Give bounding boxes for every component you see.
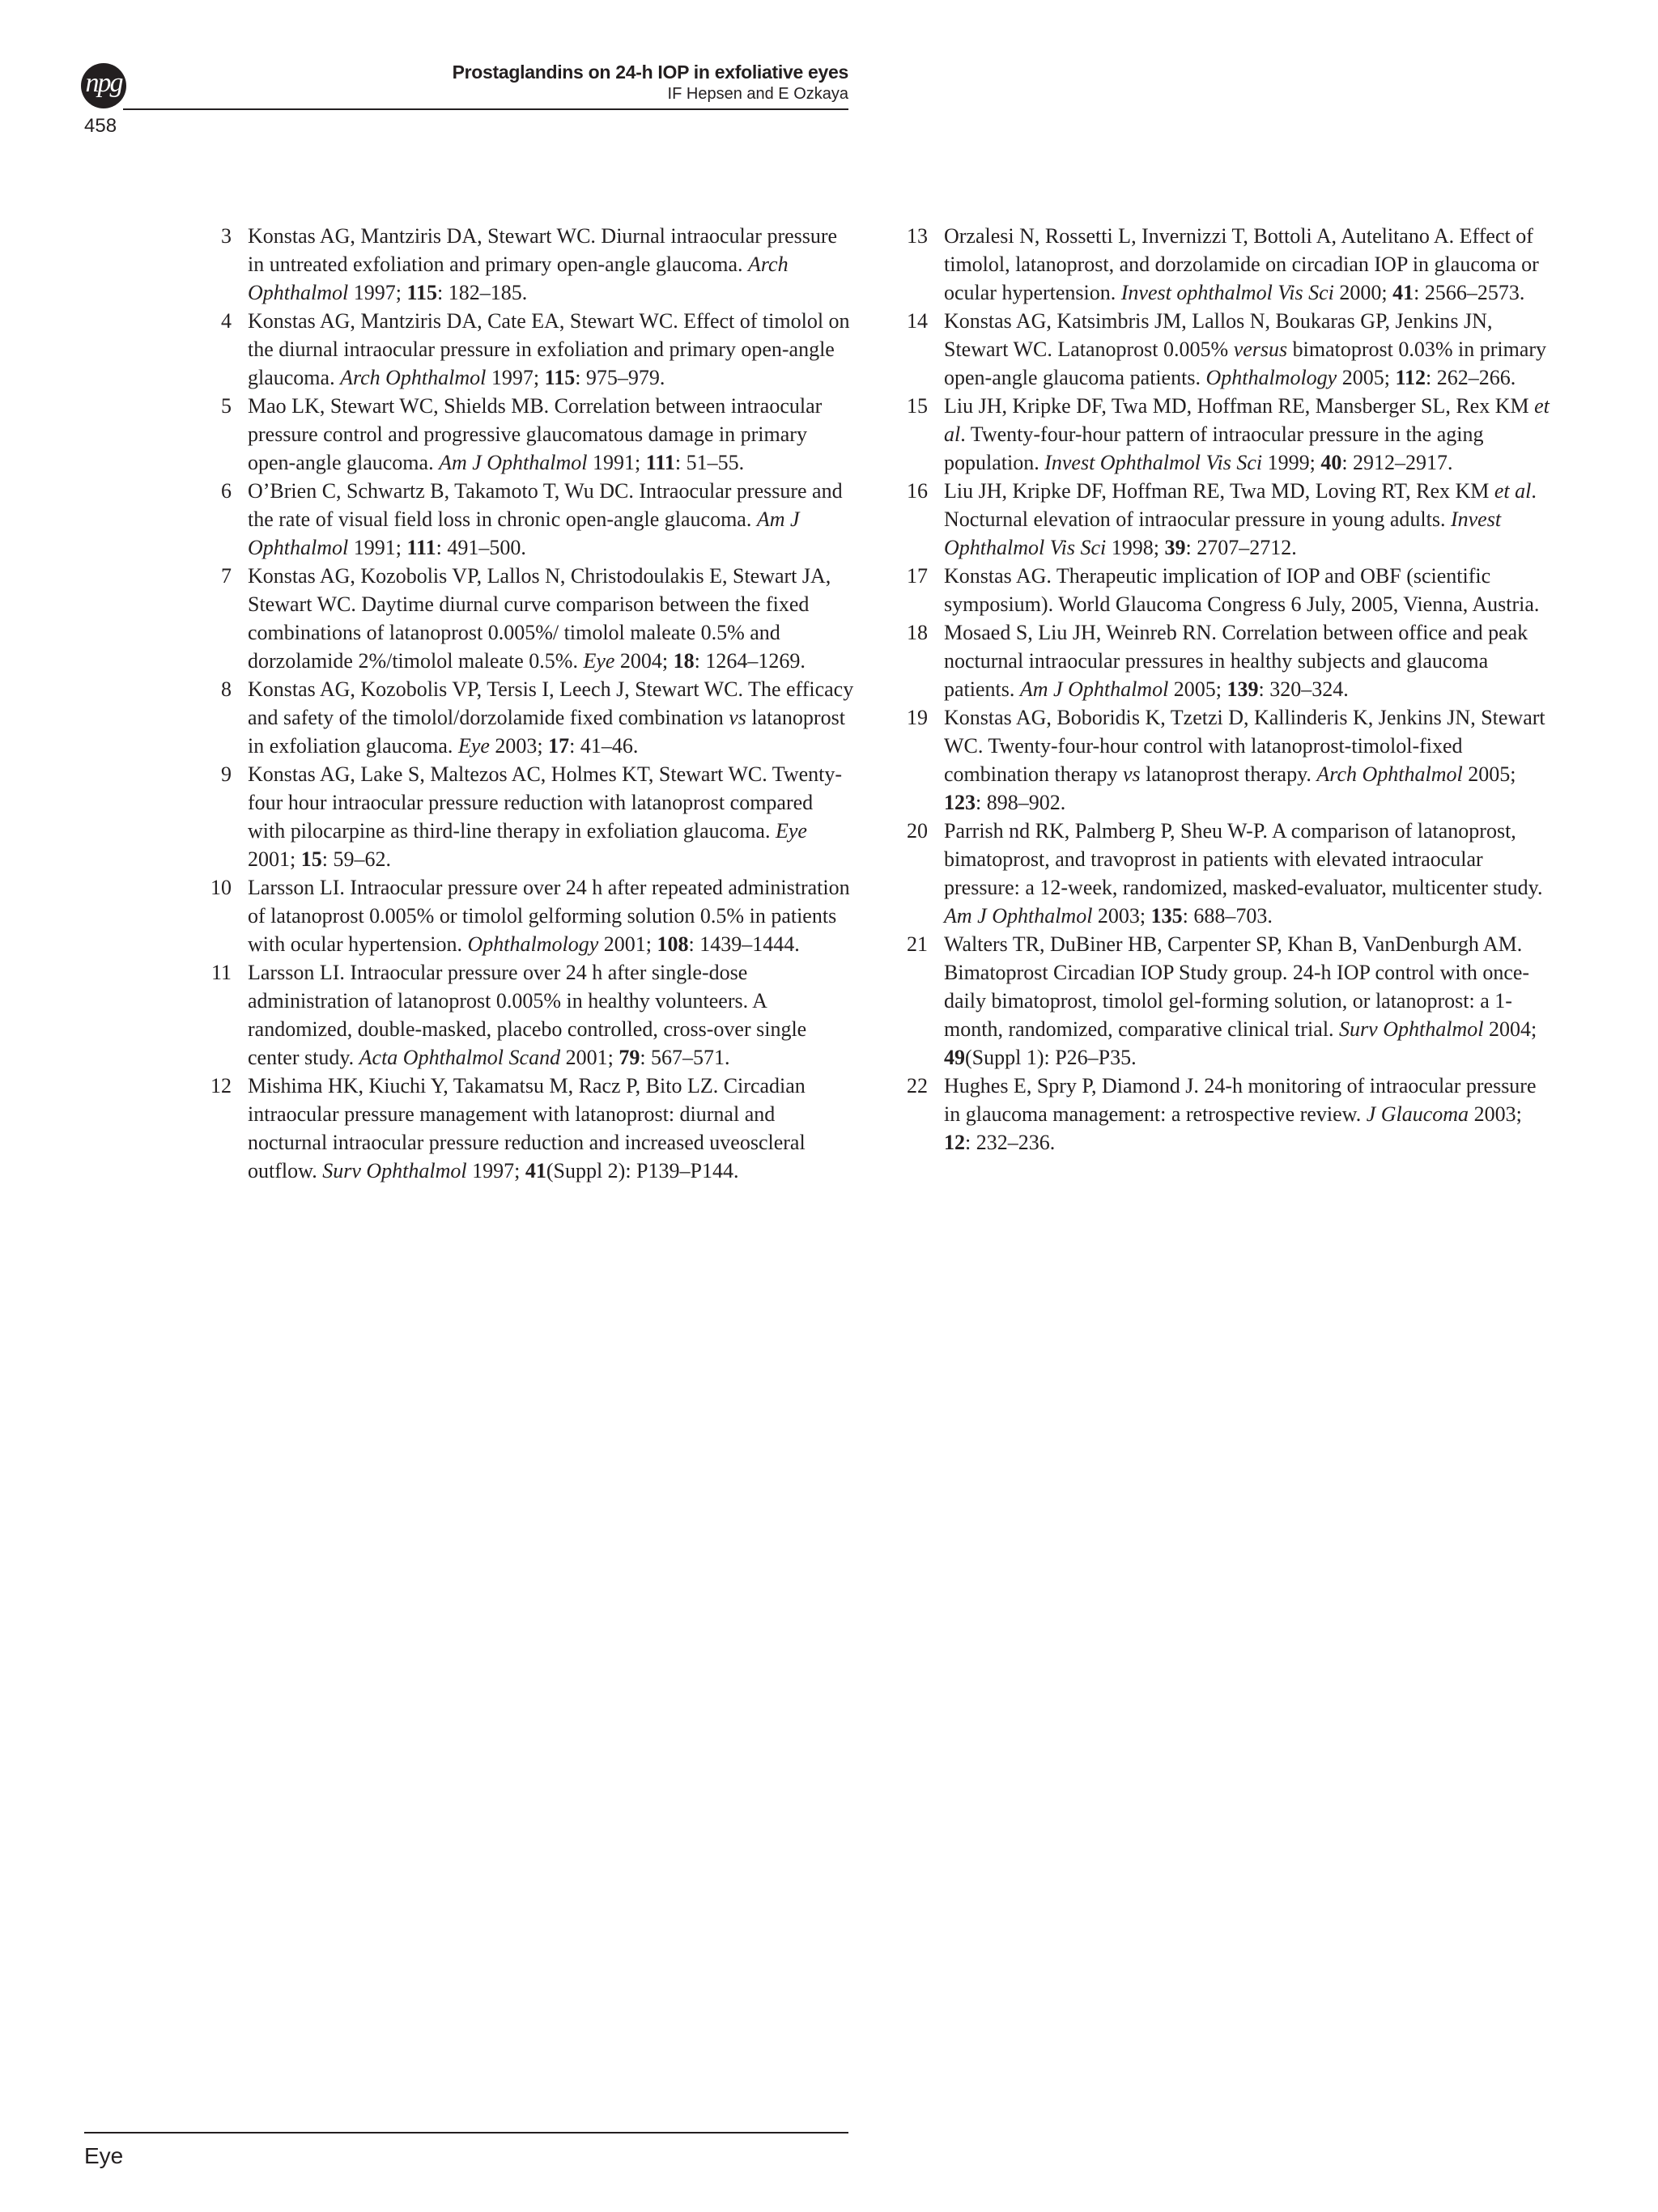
reference-item xyxy=(199,873,855,958)
reference-text: Konstas AG, Boboridis K, Tzetzi D, Kallinderis K, Jenkins JN, Stewart WC. Twenty-four-hour control with latanoprost-timolol-fixed combination therapy vs latanoprost therapy. Arch Ophthalmol 2005; 123: 898–902. xyxy=(944,706,1545,814)
reference-number: 13 xyxy=(907,224,928,248)
reference-number: 3 xyxy=(221,224,232,248)
reference-item xyxy=(199,477,855,562)
reference-item xyxy=(199,222,855,307)
reference-number: 17 xyxy=(907,564,928,588)
reference-number: 10 xyxy=(210,876,232,899)
reference-text: Walters TR, DuBiner HB, Carpenter SP, Khan B, VanDenburgh AM. Bimatoprost Circadian IOP Study group. 24-h IOP control with once-daily bimatoprost, timolol gel-forming solution, or latanoprost: a 1-month, randomized, comparative clinical trial. Surv Ophthalmol 2004; 49(Suppl 1): P26–P35. xyxy=(944,932,1537,1069)
reference-item xyxy=(895,307,1551,392)
footer-rule xyxy=(84,2132,848,2133)
reference-item xyxy=(199,562,855,675)
running-title: Prostaglandins on 24-h IOP in exfoliative eyes xyxy=(452,62,848,83)
reference-text: Liu JH, Kripke DF, Hoffman RE, Twa MD, Loving RT, Rex KM et al. Nocturnal elevation of intraocular pressure in young adults. Invest Ophthalmol Vis Sci 1998; 39: 2707–2712. xyxy=(944,479,1537,559)
reference-item xyxy=(895,817,1551,930)
reference-text: Konstas AG, Lake S, Maltezos AC, Holmes KT, Stewart WC. Twenty-four hour intraocular pressure reduction with latanoprost compared with pilocarpine as third-line therapy in exfoliation glaucoma. Eye 2001; 15: 59–62. xyxy=(248,762,843,871)
reference-item xyxy=(199,307,855,392)
reference-item xyxy=(895,618,1551,703)
reference-number: 21 xyxy=(907,932,928,956)
reference-number: 5 xyxy=(221,394,232,418)
reference-text: Konstas AG, Kozobolis VP, Tersis I, Leech J, Stewart WC. The efficacy and safety of the timolol/dorzolamide fixed combination vs latanoprost in exfoliation glaucoma. Eye 2003; 17: 41–46. xyxy=(248,677,854,758)
reference-number: 11 xyxy=(210,961,232,984)
publisher-logo xyxy=(81,63,126,108)
reference-number: 8 xyxy=(221,677,232,701)
reference-text: Hughes E, Spry P, Diamond J. 24-h monitoring of intraocular pressure in glaucoma management: a retrospective review. J Glaucoma 2003; 12: 232–236. xyxy=(944,1074,1537,1154)
reference-text: Konstas AG, Mantziris DA, Cate EA, Stewart WC. Effect of timolol on the diurnal intraocular pressure in exfoliation and primary open-angle glaucoma. Arch Ophthalmol 1997; 115: 975–979. xyxy=(248,309,850,389)
reference-text: Konstas AG, Katsimbris JM, Lallos N, Boukaras GP, Jenkins JN, Stewart WC. Latanoprost 0.005% versus bimatoprost 0.03% in primary open-angle glaucoma patients. Ophthalmology 2005; 112: 262–266. xyxy=(944,309,1547,389)
running-head xyxy=(453,62,848,104)
references-column-left xyxy=(199,222,855,1185)
reference-number: 22 xyxy=(907,1074,928,1098)
reference-text: Konstas AG. Therapeutic implication of IOP and OBF (scientific symposium). World Glaucoma Congress 6 July, 2005, Vienna, Austria. xyxy=(944,564,1540,616)
reference-text: Orzalesi N, Rossetti L, Invernizzi T, Bottoli A, Autelitano A. Effect of timolol, latanoprost, and dorzolamide on circadian IOP in glaucoma or ocular hypertension. Invest ophthalmol Vis Sci 2000; 41: 2566–2573. xyxy=(944,224,1539,304)
header-rule xyxy=(123,108,848,110)
reference-text: Larsson LI. Intraocular pressure over 24 h after single-dose administration of latanoprost 0.005% in healthy volunteers. A randomized, double-masked, placebo controlled, cross-over single center study. Acta Ophthalmol Scand 2001; 79: 567–571. xyxy=(248,961,807,1069)
reference-number: 9 xyxy=(221,762,232,786)
reference-item xyxy=(895,930,1551,1072)
footer-journal-name: Eye xyxy=(84,2143,124,2168)
reference-item xyxy=(199,675,855,760)
reference-text: Mosaed S, Liu JH, Weinreb RN. Correlation between office and peak nocturnal intraocular pressures in healthy subjects and glaucoma patients. Am J Ophthalmol 2005; 139: 320–324. xyxy=(944,621,1528,701)
reference-text: Konstas AG, Mantziris DA, Stewart WC. Diurnal intraocular pressure in untreated exfoliation and primary open-angle glaucoma. Arch Ophthalmol 1997; 115: 182–185. xyxy=(248,224,838,304)
reference-item xyxy=(895,1072,1551,1157)
reference-text: O’Brien C, Schwartz B, Takamoto T, Wu DC. Intraocular pressure and the rate of visual field loss in chronic open-angle glaucoma. Am J Ophthalmol 1991; 111: 491–500. xyxy=(248,479,843,559)
page-number: 458 xyxy=(84,115,117,137)
reference-text: Mishima HK, Kiuchi Y, Takamatsu M, Racz P, Bito LZ. Circadian intraocular pressure management with latanoprost: diurnal and nocturnal intraocular pressure reduction and increased uveoscleral outflow. Surv Ophthalmol 1997; 41(Suppl 2): P139–P144. xyxy=(248,1074,806,1182)
reference-text: Liu JH, Kripke DF, Twa MD, Hoffman RE, Mansberger SL, Rex KM et al. Twenty-four-hour pattern of intraocular pressure in the aging population. Invest Ophthalmol Vis Sci 1999; 40: 2912–2917. xyxy=(944,394,1550,474)
reference-number: 12 xyxy=(210,1074,232,1098)
reference-text: Larsson LI. Intraocular pressure over 24 h after repeated administration of latanoprost 0.005% or timolol gelforming solution 0.5% in patients with ocular hypertension. Ophthalmology 2001; 108: 1439–1444. xyxy=(248,876,850,956)
running-authors: IF Hepsen and E Ozkaya xyxy=(667,85,848,103)
reference-item xyxy=(895,222,1551,307)
reference-item xyxy=(895,562,1551,618)
references-column-right xyxy=(895,222,1551,1157)
reference-number: 16 xyxy=(907,479,928,503)
reference-item xyxy=(895,703,1551,817)
reference-number: 4 xyxy=(221,309,232,333)
reference-number: 19 xyxy=(907,706,928,729)
reference-item xyxy=(199,958,855,1072)
reference-text: Mao LK, Stewart WC, Shields MB. Correlation between intraocular pressure control and progressive glaucomatous damage in primary open-angle glaucoma. Am J Ophthalmol 1991; 111: 51–55. xyxy=(248,394,823,474)
reference-item xyxy=(895,477,1551,562)
publisher-logo-text: npg xyxy=(85,68,122,98)
reference-number: 20 xyxy=(907,819,928,843)
reference-number: 6 xyxy=(221,479,232,503)
reference-text: Parrish nd RK, Palmberg P, Sheu W-P. A comparison of latanoprost, bimatoprost, and travoprost in patients with elevated intraocular pressure: a 12-week, randomized, masked-evaluator, multicenter study. Am J Ophthalmol 2003; 135: 688–703. xyxy=(944,819,1543,928)
reference-item xyxy=(895,392,1551,477)
reference-item xyxy=(199,760,855,873)
reference-item xyxy=(199,392,855,477)
reference-number: 7 xyxy=(221,564,232,588)
reference-text: Konstas AG, Kozobolis VP, Lallos N, Christodoulakis E, Stewart JA, Stewart WC. Daytime diurnal curve comparison between the fixed combinations of latanoprost 0.005%/ timolol maleate 0.5% and dorzolamide 2%/timolol maleate 0.5%. Eye 2004; 18: 1264–1269. xyxy=(248,564,831,673)
reference-item xyxy=(199,1072,855,1185)
reference-number: 15 xyxy=(907,394,928,418)
reference-number: 18 xyxy=(907,621,928,644)
reference-number: 14 xyxy=(907,309,928,333)
